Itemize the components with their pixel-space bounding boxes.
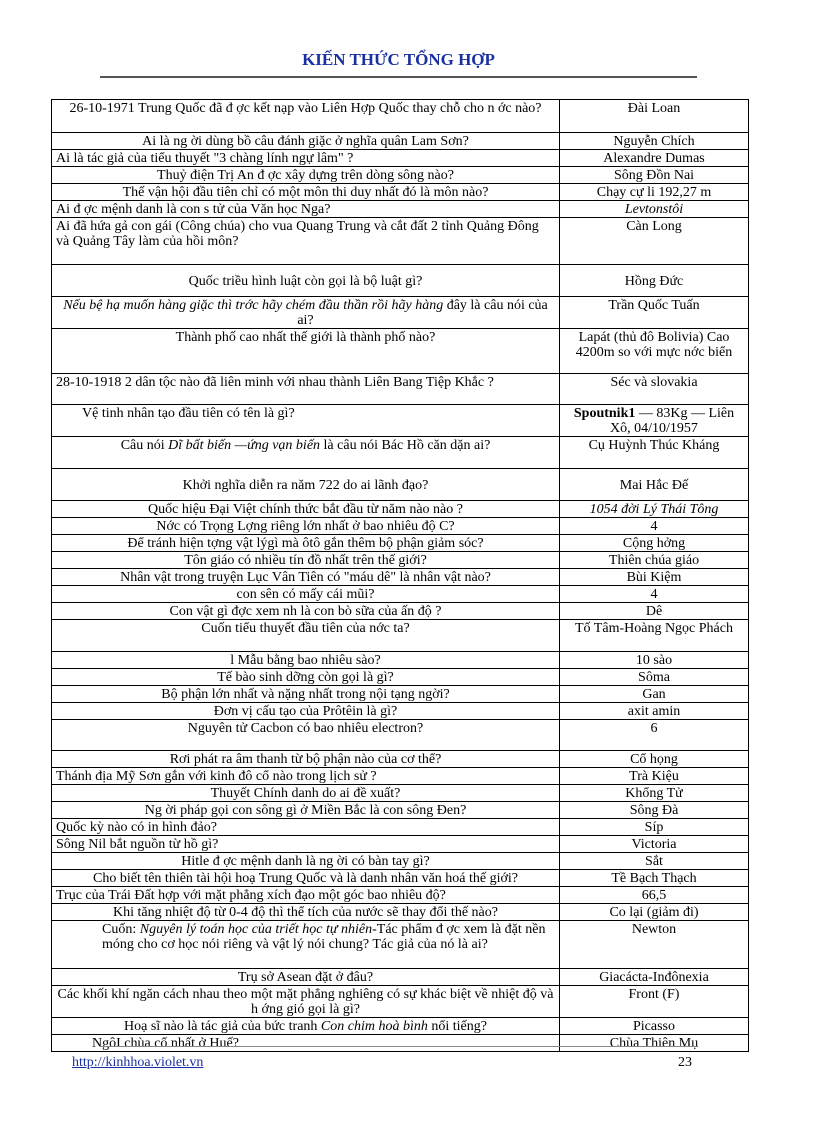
question-text: đây là câu nói của ai? (297, 298, 548, 328)
table-row (52, 133, 749, 150)
answer-cell: Alexandre Dumas (560, 150, 749, 167)
question-text: là câu nói Bác Hồ căn dặn ai? (320, 438, 491, 453)
question-cell: Trụ sở Asean đặt ở đâu? (52, 969, 560, 986)
answer-cell: Càn Long (560, 218, 749, 265)
question-cell: Cho biết tên thiên tài hội hoạ Trung Quốc và là danh nhân văn hoá thế giới? (52, 870, 560, 887)
answer-cell: axit amin (560, 703, 749, 720)
question-cell: Khi tăng nhiệt độ từ 0-4 độ thì thể tích của nước sẽ thay đổi thế nào? (52, 904, 560, 921)
answer-cell: Trần Quốc Tuấn (560, 297, 749, 329)
quote-text: Dĩ bất biến —ứng vạn biến (168, 438, 321, 453)
answer-cell: Séc và slovakia (560, 374, 749, 405)
table-row (52, 652, 749, 669)
question-text: -Tác phẩm đ ợc xem là đặt nền móng cho cơ học nói riêng và vật lý nói chung? Tác giả của nó là ai? (102, 922, 546, 952)
painting-title: Con chim hoà bình (320, 1019, 428, 1034)
answer-cell: 6 (560, 720, 749, 751)
question-cell: con sên có mấy cái mũi? (52, 586, 560, 603)
answer-cell: Hồng Đức (560, 265, 749, 297)
table-row (52, 374, 749, 405)
answer-cell: Đài Loan (560, 100, 749, 133)
question-cell: Ng ời pháp gọi con sông gì ở Miền Bắc là con sông Đen? (52, 802, 560, 819)
question-cell: Khởi nghĩa diễn ra năm 722 do ai lãnh đạo? (52, 469, 560, 501)
answer-cell: Sông Đồn Nai (560, 167, 749, 184)
table-row (52, 518, 749, 535)
question-text: Câu nói (120, 438, 169, 453)
answer-cell: 1054 đời Lý Thái Tông (560, 501, 749, 518)
question-cell: Sông Nil bắt nguồn từ hồ gì? (52, 836, 560, 853)
book-title: Nguyên lý toán học của triết học tự nhiên (139, 922, 373, 937)
table-row (52, 167, 749, 184)
table-row (52, 437, 749, 469)
table-row (52, 569, 749, 586)
question-cell: Con vật gì đợc xem nh là con bò sữa của ấn độ ? (52, 603, 560, 620)
question-cell: Ai đ ợc mệnh danh là con s tử của Văn học Nga? (52, 201, 560, 218)
question-cell: Đơn vị cấu tạo của Prôtêin là gì? (52, 703, 560, 720)
question-cell: Quốc triều hình luật còn gọi là bộ luật gì? (52, 265, 560, 297)
answer-cell: Tề Bạch Thạch (560, 870, 749, 887)
question-cell: Rơi phát ra âm thanh từ bộ phận nào của cơ thể? (52, 751, 560, 768)
answer-cell: Nguyễn Chích (560, 133, 749, 150)
question-cell: l Mẫu bằng bao nhiêu sào? (52, 652, 560, 669)
table-row (52, 405, 749, 437)
table-row (52, 100, 749, 133)
question-cell: Hitle đ ợc mệnh danh là ng ời có bàn tay gì? (52, 853, 560, 870)
table-row (52, 921, 749, 969)
question-cell (52, 437, 560, 469)
table-row (52, 620, 749, 652)
answer-cell: Levtonstôi (560, 201, 749, 218)
question-text: Hoạ sĩ nào là tác giả của bức tranh (124, 1019, 321, 1034)
table-row (52, 768, 749, 785)
question-cell: Thuyết Chính danh do ai đề xuất? (52, 785, 560, 802)
question-cell: Bộ phận lớn nhất và nặng nhất trong nội tạng ngời? (52, 686, 560, 703)
answer-cell: Gan (560, 686, 749, 703)
answer-cell: Chùa Thiên Mụ (560, 1035, 749, 1052)
answer-cell: Trà Kiệu (560, 768, 749, 785)
answer-cell: Newton (560, 921, 749, 969)
answer-cell: Dê (560, 603, 749, 620)
table-row (52, 1035, 749, 1052)
table-row (52, 819, 749, 836)
table-row (52, 904, 749, 921)
question-cell: Nhân vật trong truyện Lục Vân Tiên có "máu dê" là nhân vật nào? (52, 569, 560, 586)
table-row (52, 836, 749, 853)
answer-cell: 66,5 (560, 887, 749, 904)
question-cell: Tôn giáo có nhiều tín đồ nhất trên thế giới? (52, 552, 560, 569)
question-cell (52, 297, 560, 329)
question-text: Cuốn: (102, 922, 140, 937)
table-row (52, 720, 749, 751)
question-cell: Ai đã hứa gả con gái (Công chúa) cho vua Quang Trung và cắt đất 2 tỉnh Quảng Đông và Quảng Tây làm của hồi môn? (52, 218, 560, 265)
answer-cell: Cộng hởng (560, 535, 749, 552)
question-cell: Ai là tác giả của tiểu thuyết "3 chàng lính ngự lâm" ? (52, 150, 560, 167)
question-cell: Thánh địa Mỹ Sơn gắn với kinh đô cổ nào trong lịch sử ? (52, 768, 560, 785)
answer-cell (560, 405, 749, 437)
answer-cell: Síp (560, 819, 749, 836)
table-row (52, 150, 749, 167)
question-cell: Tế bào sinh dỡng còn gọi là gì? (52, 669, 560, 686)
page-title: KIẾN THỨC TỔNG HỢP (100, 50, 697, 78)
table-row (52, 870, 749, 887)
table-row (52, 218, 749, 265)
question-cell: Cuốn tiểu thuyết đầu tiên của nớc ta? (52, 620, 560, 652)
answer-cell: Sông Đà (560, 802, 749, 819)
question-cell: Ai là ng ời dùng bồ câu đánh giặc ở nghĩa quân Lam Sơn? (52, 133, 560, 150)
answer-cell: Bùi Kiệm (560, 569, 749, 586)
table-row (52, 853, 749, 870)
answer-cell: Co lại (giảm đi) (560, 904, 749, 921)
table-row (52, 751, 749, 768)
footer-link[interactable]: http://kinhhoa.violet.vn (72, 1055, 204, 1070)
question-cell: Các khối khí ngăn cách nhau theo một mặt phẳng nghiêng có sự khác biệt về nhiệt độ và h ớng gió gọi là gì? (52, 986, 560, 1018)
question-cell: Nớc có Trọng Lợng riêng lớn nhất ở bao nhiêu độ C? (52, 518, 560, 535)
table-row (52, 785, 749, 802)
question-cell: Thuỷ điện Trị An đ ợc xây dựng trên dòng sông nào? (52, 167, 560, 184)
question-cell: Thế vận hội đầu tiên chỉ có một môn thi duy nhất đó là môn nào? (52, 184, 560, 201)
qa-table (51, 99, 749, 1052)
answer-cell: 4 (560, 518, 749, 535)
table-row (52, 469, 749, 501)
footer-divider (100, 1046, 697, 1047)
question-cell: Nguyên tử Cacbon có bao nhiêu electron? (52, 720, 560, 751)
question-cell: Quốc kỳ nào có in hình đảo? (52, 819, 560, 836)
answer-cell: Tố Tâm-Hoàng Ngọc Phách (560, 620, 749, 652)
answer-cell: Sôma (560, 669, 749, 686)
table-row (52, 201, 749, 218)
quote-text: Nếu bệ hạ muốn hàng giặc thì trớc hãy chém đầu thần rồi hãy hàng (63, 298, 444, 313)
answer-cell: Cổ họng (560, 751, 749, 768)
answer-cell: Sắt (560, 853, 749, 870)
question-cell: 28-10-1918 2 dân tộc nào đã liên minh với nhau thành Liên Bang Tiệp Khắc ? (52, 374, 560, 405)
answer-cell: 10 sào (560, 652, 749, 669)
table-row (52, 586, 749, 603)
question-cell: Thành phố cao nhất thế giới là thành phố nào? (52, 329, 560, 374)
question-cell: Để tránh hiện tợng vật lýgì mà ôtô gắn thêm bộ phận giảm sóc? (52, 535, 560, 552)
answer-text: — 83Kg — Liên Xô, 04/10/1957 (610, 406, 735, 436)
question-text: nổi tiếng? (427, 1019, 487, 1034)
table-row (52, 552, 749, 569)
answer-cell: Mai Hắc Đế (560, 469, 749, 501)
answer-cell: Victoria (560, 836, 749, 853)
answer-cell: Picasso (560, 1018, 749, 1035)
table-row (52, 535, 749, 552)
table-row (52, 265, 749, 297)
question-cell (52, 921, 560, 969)
question-cell (52, 1018, 560, 1035)
table-row (52, 669, 749, 686)
question-cell: Vệ tinh nhân tạo đầu tiên có tên là gì? (52, 405, 560, 437)
table-row (52, 969, 749, 986)
table-row (52, 802, 749, 819)
table-row (52, 686, 749, 703)
table-row (52, 297, 749, 329)
page-number: 23 (678, 1055, 692, 1070)
answer-cell: Thiên chúa giáo (560, 552, 749, 569)
answer-cell: Cụ Huỳnh Thúc Kháng (560, 437, 749, 469)
question-cell: 26-10-1971 Trung Quốc đã đ ợc kết nạp vào Liên Hợp Quốc thay chỗ cho n ớc nào? (52, 100, 560, 133)
question-cell: NgôI chùa cổ nhất ở Huế? (52, 1035, 560, 1052)
answer-cell: Front (F) (560, 986, 749, 1018)
table-row (52, 501, 749, 518)
table-row (52, 887, 749, 904)
question-cell: Quốc hiệu Đại Việt chính thức bắt đầu từ năm nào nào ? (52, 501, 560, 518)
answer-cell: Giacácta-Inđônexia (560, 969, 749, 986)
table-row (52, 603, 749, 620)
table-row (52, 1018, 749, 1035)
question-cell: Trục của Trái Đất hợp với mặt phẳng xích đạo một góc bao nhiêu độ? (52, 887, 560, 904)
answer-cell: Khổng Tử (560, 785, 749, 802)
table-row (52, 184, 749, 201)
table-row (52, 329, 749, 374)
answer-cell: Lapát (thủ đô Bolivia) Cao 4200m so với mực nớc biển (560, 329, 749, 374)
table-row (52, 986, 749, 1018)
answer-cell: 4 (560, 586, 749, 603)
answer-cell: Chạy cự li 192,27 m (560, 184, 749, 201)
table-row (52, 703, 749, 720)
satellite-name: Spoutnik1 (573, 406, 636, 421)
